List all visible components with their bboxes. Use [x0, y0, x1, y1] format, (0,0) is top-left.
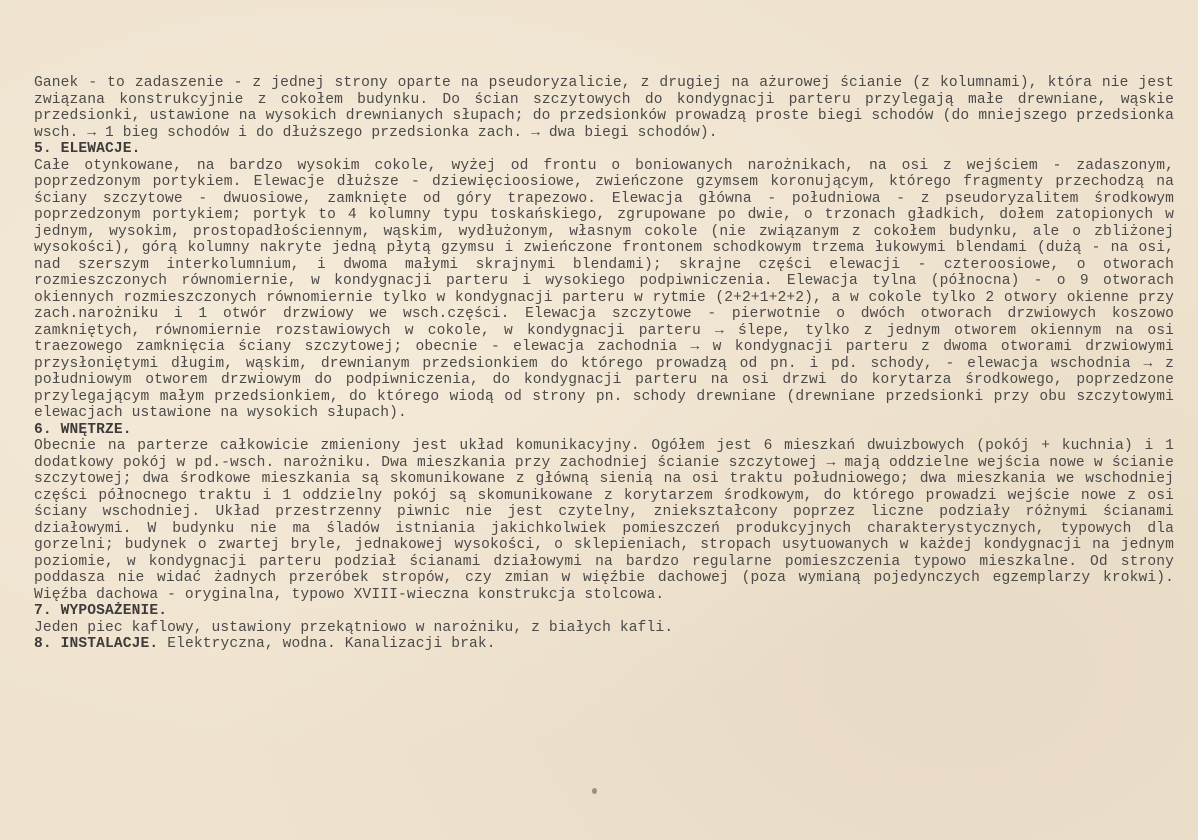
paragraph-ganek: Ganek - to zadaszenie - z jednej strony oparte na pseudoryzalicie, z drugiej na ażurowej ścianie (z kolumnami), która nie jest związana konstrukcyjnie z cokołem budynku. Do ścian szczytowych do kondygnacji parteru przylegają małe drewniane, wąskie przedsionki, ustawione na wysokich drewnianych słupach; do przedsionków prowadzą proste biegi schodów (do mniejszego przedsionka wsch. → 1 bieg schodów i do dłuższego przedsionka zach. → dwa biegi schodów). — [34, 75, 1174, 141]
paragraph-wyposazenie: Jeden piec kaflowy, ustawiony przekątniowo w narożniku, z białych kafli. — [34, 619, 674, 636]
heading-elewacje: 5. ELEWACJE. — [34, 141, 141, 157]
paragraph-elewacje: Całe otynkowane, na bardzo wysokim cokole, wyżej od frontu o boniowanych narożnikach, na osi z wejściem - zadaszonym, poprzedzonym portykiem. Elewacje dłuższe - dziewięcioosiowe, zwieńczone gzymsem koronującym, którego fragmenty przechodzą na ściany szczytowe - dwuosiowe, zamknięte od góry trapezowo. Elewacja główna - południowa - z pseudoryzalitem środkowym poprzedzonym portykiem; portyk to 4 kolumny typu toskańskiego, zgrupowane po dwie, o trzonach gładkich, dołem zatopionych w jednym, wysokim, prostopadłościennym, wąskim, wydłużonym, własnym cokole (nie związanym z cokołem budynku, ale o zbliżonej wysokości), górą kolumny nakryte jedną płytą gzymsu i zwieńczone frontonem schodkowym trzema łukowymi blendami (dużą - na osi, nad szerszym interkolumnium, i dwoma małymi skrajnymi blendami); skrajne części elewacji - czteroosiowe, o otworach rozmieszczonych równomiernie, w kondygnacji parteru i wysokiego podpiwniczenia. Elewacja tylna (północna) - o 9 otworach okiennych rozmieszczonych równomiernie tylko w kondygnacji parteru w rytmie (2+2+1+2+2), a w cokole tylko 2 otwory okienne przy zach.narożniku i 1 otwór drzwiowy we wsch.części. Elewacja szczytowe - pierwotnie o dwóch otworach drzwiowych koszowo zamkniętych, równomiernie rozstawiowych w cokole, w kondygnacji parteru → ślepe, tylko z jednym otworem okiennym na osi traezowego zamknięcia ściany szczytowej; obecnie - elewacja zachodnia → w kondygnacji parteru z dwoma otworami drzwiowymi przysłoniętymi długim, wąskim, drewnianym przedsionkiem do którego prowadzą od pn. i pd. schody, - elewacja wschodnia → z południowym otworem drzwiowym do podpiwniczenia, do kondygnacji parteru na osi drzwi do korytarza środkowego, poprzedzone przylegającym małym przedsionkiem, do którego wiodą od strony pn. schody drewniane (drewniane przedsionki przy obu szczytowymi elewacjach ustawione na wysokich słupach). — [34, 157, 1174, 421]
heading-instalacje: 8. INSTALACJE. — [34, 636, 159, 652]
paragraph-wnetrze: Obecnie na parterze całkowicie zmieniony jest układ komunikacyjny. Ogółem jest 6 mieszkań dwuizbowych (pokój + kuchnia) i 1 dodatkowy pokój w pd.-wsch. narożniku. Dwa mieszkania przy zachodniej ścianie szczytowej → mają oddzielne wejścia nowe w ścianie szczytowej; dwa środkowe mieszkania są skomunikowane z główną sienią na osi traktu południowego; dwa mieszkania we wschodniej części północnego traktu i 1 oddzielny pokój są skomunikowane z korytarzem środkowym, do którego prowadzi wejście nowe z osi ściany wschodniej. Układ przestrzenny piwnic nie jest czytelny, zniekształcony poprzez liczne podziały różnymi ścianami działowymi. W budynku nie ma śladów istniania jakichkolwiek pomieszczeń produkcyjnych charakterystycznych, typowych dla gorzelni; budynek o zwartej bryle, jednakowej wysokości, o sklepieniach, stropach usytuowanych w każdej kondygnacji na jednym poziomie, w kondygnacji parteru podział ścianami działowymi na bardzo regularne pomieszczenia typowo mieszkalne. Od strony poddasza nie widać żadnych przeróbek stropów, czy zmian w więźbie dachowej (poza wymianą pojedynczych egzemplarzy krokwi). Więźba dachowa - oryginalna, typowo XVIII-wieczna konstrukcja stolcowa. — [34, 438, 1174, 603]
document-body — [34, 75, 1174, 653]
heading-wyposazenie: 7. WYPOSAŻENIE. — [34, 603, 168, 619]
heading-wnetrze: 6. WNĘTRZE. — [34, 421, 132, 438]
paper-mark — [592, 788, 597, 794]
section-instalacje — [34, 636, 1174, 653]
paragraph-instalacje: Elektryczna, wodna. Kanalizacji brak. — [167, 636, 496, 652]
